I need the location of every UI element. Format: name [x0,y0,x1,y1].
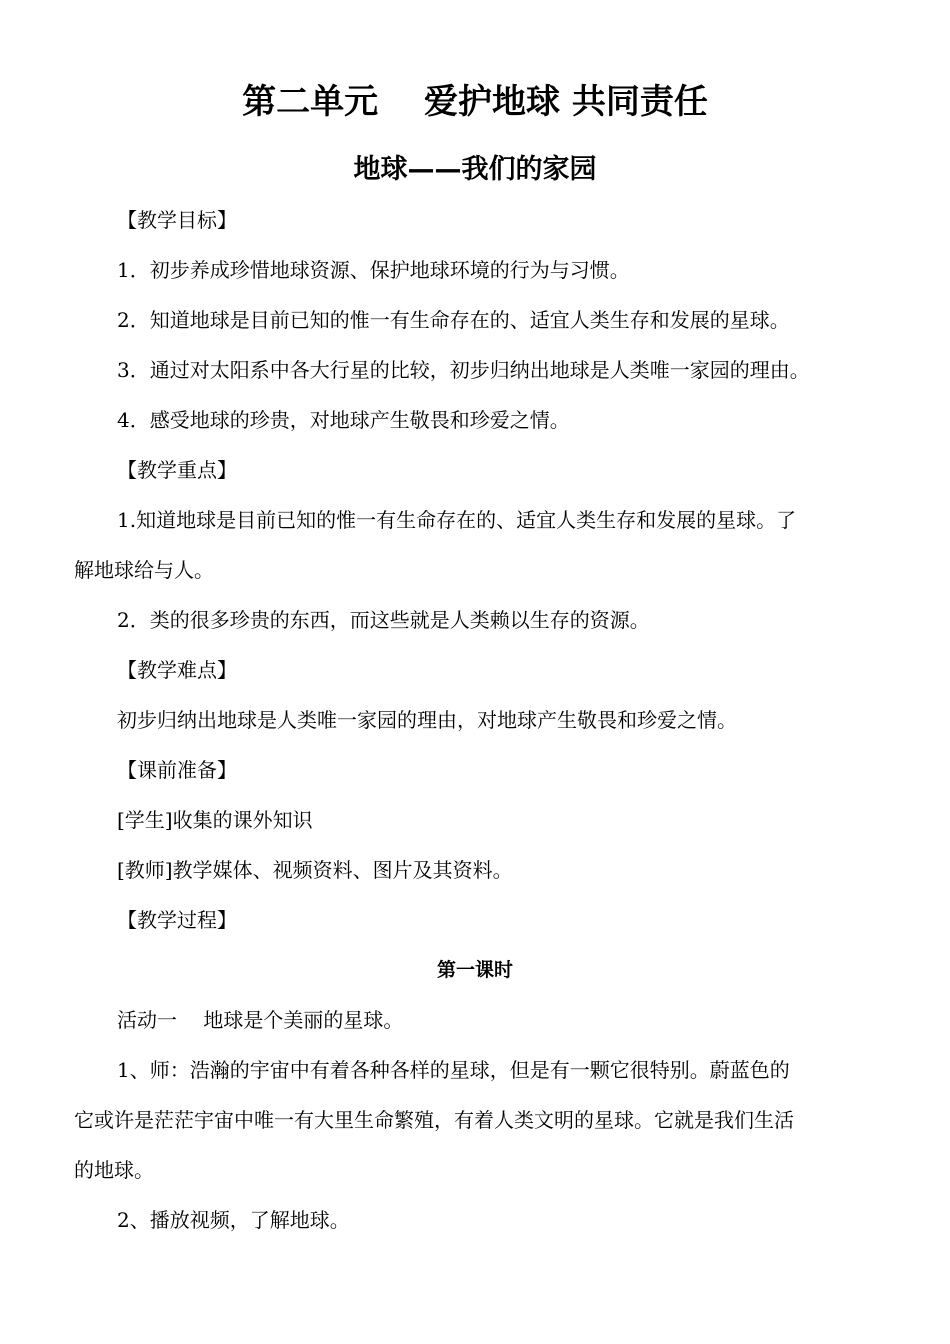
objective-item: 3．通过对太阳系中各大行星的比较，初步归纳出地球是人类唯一家园的理由。 [117,358,810,382]
key-point-line: 2．类的很多珍贵的东西，而这些就是人类赖以生存的资源。 [117,608,650,632]
process-heading: 【教学过程】 [117,908,237,932]
key-point-line: 1.知道地球是目前已知的惟一有生命存在的、适宜人类生存和发展的星球。了 [117,508,797,532]
document-title: 第二单元 爱护地球 共同责任 [242,82,708,122]
prep-student: [学生]收集的课外知识 [117,808,313,832]
key-point-line: 解地球给与人。 [74,558,214,582]
paragraph-line: 它或许是茫茫宇宙中唯一有大里生命繁殖，有着人类文明的星球。它就是我们生活 [74,1108,794,1132]
paragraph-line: 2、播放视频，了解地球。 [117,1208,350,1232]
objective-item: 1．初步养成珍惜地球资源、保护地球环境的行为与习惯。 [117,258,630,282]
objective-item: 4．感受地球的珍贵，对地球产生敬畏和珍爱之情。 [117,408,570,432]
lesson-title: 第一课时 [436,959,513,981]
paragraph-line: 1、师：浩瀚的宇宙中有着各种各样的星球，但是有一颗它很特别。蔚蓝色的 [117,1058,790,1082]
prep-teacher: [教师]教学媒体、视频资料、图片及其资料。 [117,858,513,882]
document-subtitle: 地球——我们的家园 [353,154,597,185]
activity-heading: 活动一 地球是个美丽的星球。 [117,1008,404,1032]
paragraph-line: 的地球。 [74,1158,154,1182]
difficulties-text: 初步归纳出地球是人类唯一家园的理由，对地球产生敬畏和珍爱之情。 [117,708,737,732]
objectives-heading: 【教学目标】 [117,208,237,232]
objective-item: 2．知道地球是目前已知的惟一有生命存在的、适宜人类生存和发展的星球。 [117,308,790,332]
difficulties-heading: 【教学难点】 [117,658,237,682]
key-points-heading: 【教学重点】 [117,458,237,482]
preparation-heading: 【课前准备】 [117,758,237,782]
